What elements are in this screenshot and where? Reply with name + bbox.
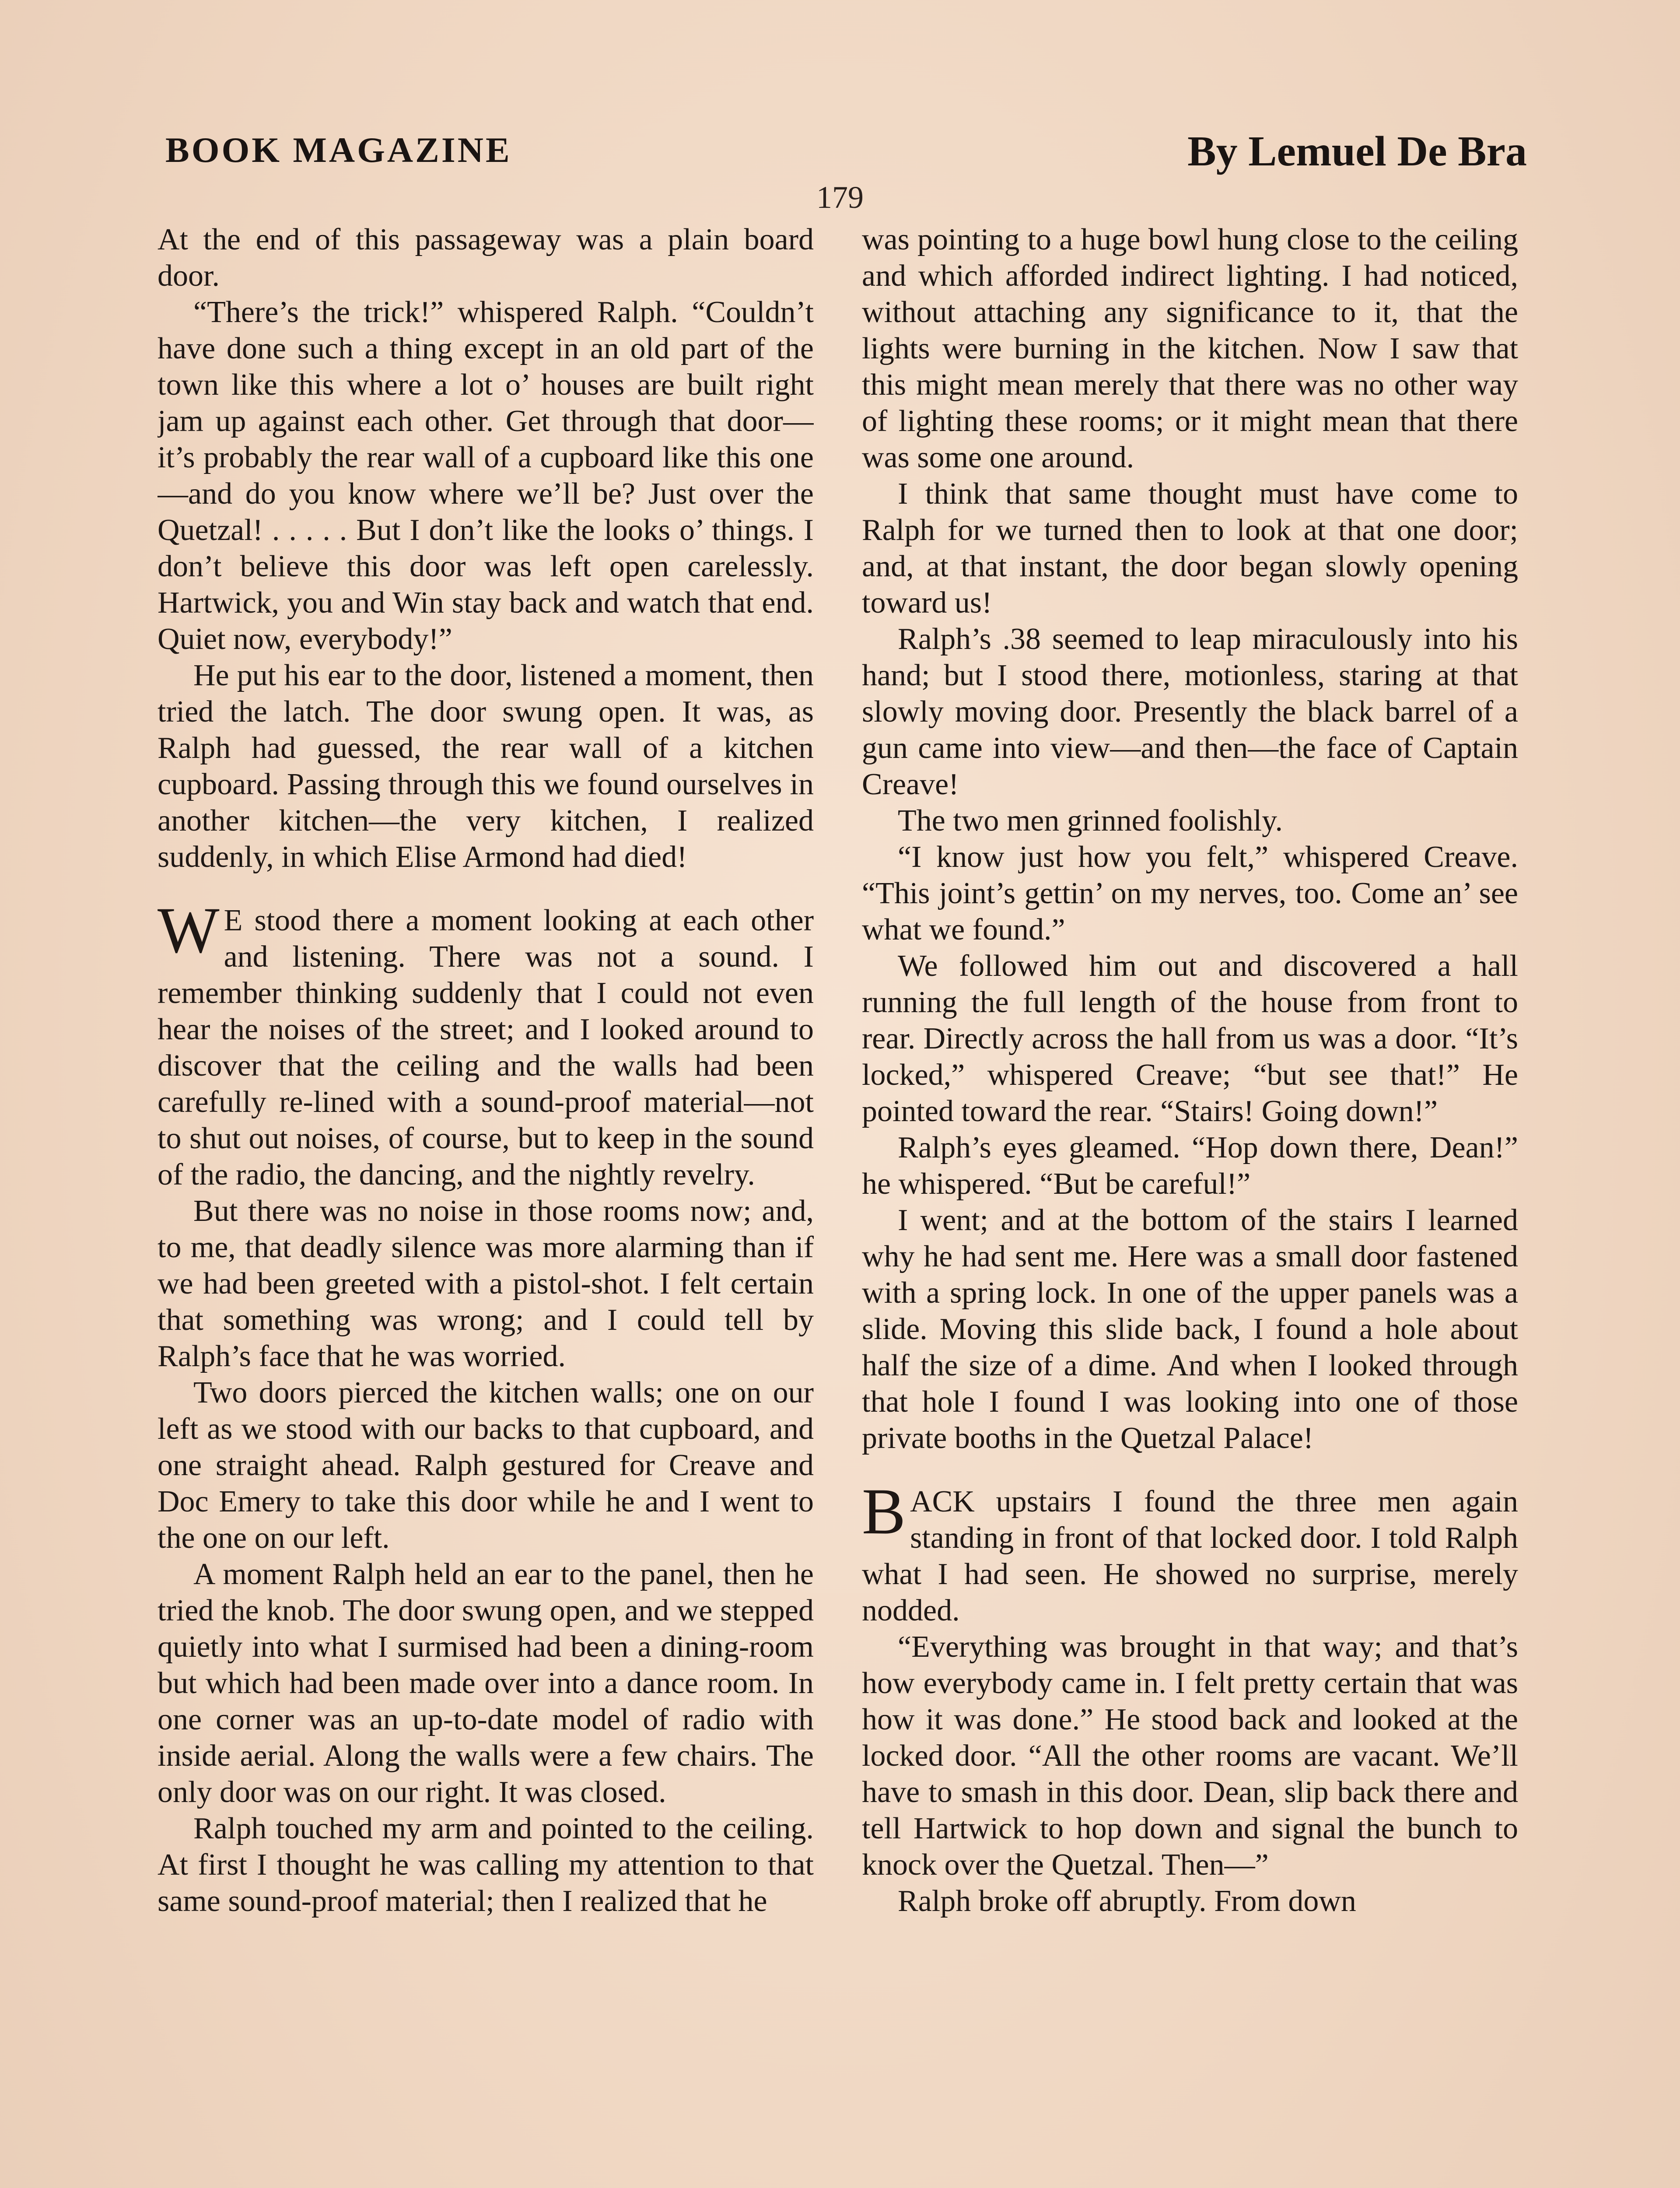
paragraph: But there was no noise in those rooms now; and, to me, that deadly silence was more alarming than if we had been greeted with a pistol-shot. I felt certain that something was wrong; and I could tell by Ralph’s face that he was worried.	[158, 1194, 814, 1373]
paragraph: I went; and at the bottom of the stairs I learned why he had sent me. Here was a small door fastened with a spring lock. In one of the upper panels was a slide. Moving this slide back, I found a hole about half the size of a dime. And when I looked through that hole I found I was looking into one of those private booths in the Quetzal Palace!	[862, 1203, 1518, 1455]
section-paragraph	[862, 1475, 1518, 1629]
page-number: 179	[816, 180, 864, 215]
magazine-title: BOOK MAGAZINE	[165, 130, 512, 170]
drop-cap: W	[158, 894, 220, 967]
paragraph-text: E stood there a moment looking at each other and listening. There was not a sound. I remember thinking suddenly that I could not even hear the noises of the street; and I looked around to discover that the ceiling and the walls had been carefully re-lined with a sound-proof material—not to shut out noises, of course, but to keep in the sound of the radio, the dancing, and the nightly revelry.	[158, 904, 814, 1192]
paragraph: He put his ear to the door, listened a moment, then tried the latch. The door swung open. It was, as Ralph had guessed, the rear wall of a kitchen cupboard. Passing through this we found ourselves in another kitchen—the very kitchen, I realized suddenly, in which Elise Armond had died!	[158, 659, 814, 874]
paragraph: Ralph’s eyes gleamed. “Hop down there, Dean!” he whispered. “But be careful!”	[862, 1131, 1518, 1201]
right-text-column	[862, 221, 1518, 2188]
paragraph: I think that same thought must have come to Ralph for we turned then to look at that one door; and, at that instant, the door began slowly opening toward us!	[862, 477, 1518, 620]
paragraph: Ralph touched my arm and pointed to the ceiling. At first I thought he was calling my attention to that same sound-proof material; then I realized that he	[158, 1812, 814, 1918]
drop-cap: B	[862, 1475, 906, 1548]
paragraph: “There’s the trick!” whispered Ralph. “Couldn’t have done such a thing except in an old part of the town like this where a lot o’ houses are built right jam up against each other. Get through that door—it’s probably the rear wall of a cupboard like this one—and do you know where we’ll be? Just over the Quetzal! . . . . . But I don’t like the looks o’ things. I don’t believe this door was left open carelessly. Hartwick, you and Win stay back and watch that end. Quiet now, everybody!”	[158, 295, 814, 656]
paragraph: A moment Ralph held an ear to the panel, then he tried the knob. The door swung open, and we stepped quietly into what I surmised had been a dining-room but which had been made over into a dance room. In one corner was an up-to-date model of radio with inside aerial. Along the walls were a few chairs. The only door was on our right. It was closed.	[158, 1557, 814, 1809]
section-paragraph	[158, 894, 814, 1193]
paragraph: The two men grinned foolishly.	[898, 804, 1283, 838]
paragraph: was pointing to a huge bowl hung close to the ceiling and which afforded indirect lighting. I had noticed, without attaching any significance to it, that the lights were burning in the kitchen. Now I saw that this might mean merely that there was no other way of lighting these rooms; or it might mean that there was some one around.	[862, 223, 1518, 474]
paragraph: Two doors pierced the kitchen walls; one on our left as we stood with our backs to that cupboard, and one straight ahead. Ralph gestured for Creave and Doc Emery to take this door while he and I went to the one on our left.	[158, 1376, 814, 1555]
paragraph: Ralph broke off abruptly. From down	[898, 1884, 1356, 1918]
paragraph: Ralph’s .38 seemed to leap miraculously into his hand; but I stood there, motionless, staring at that slowly moving door. Presently the black barrel of a gun came into view—and then—the face of Captain Creave!	[862, 622, 1518, 801]
paragraph: At the end of this passageway was a plain board door.	[158, 223, 814, 293]
left-text-column	[158, 221, 814, 2188]
paragraph: “Everything was brought in that way; and that’s how everybody came in. I felt pretty certain that was how it was done.” He stood back and looked at the locked door. “All the other rooms are vacant. We’ll have to smash in this door. Dean, slip back there and tell Hartwick to hop down and signal the bunch to knock over the Quetzal. Then—”	[862, 1630, 1518, 1882]
paragraph-text: ACK upstairs I found the three men again standing in front of that locked door. I told Ralph what I had seen. He showed no surprise, merely nodded.	[862, 1485, 1518, 1627]
author-byline: By Lemuel De Bra	[1187, 128, 1527, 175]
paragraph: “I know just how you felt,” whispered Creave. “This joint’s gettin’ on my nerves, too. Come an’ see what we found.”	[862, 840, 1518, 947]
paragraph: We followed him out and discovered a hall running the full length of the house from front to rear. Directly across the hall from us was a door. “It’s locked,” whispered Creave; “but see that!” He pointed toward the rear. “Stairs! Going down!”	[862, 949, 1518, 1128]
